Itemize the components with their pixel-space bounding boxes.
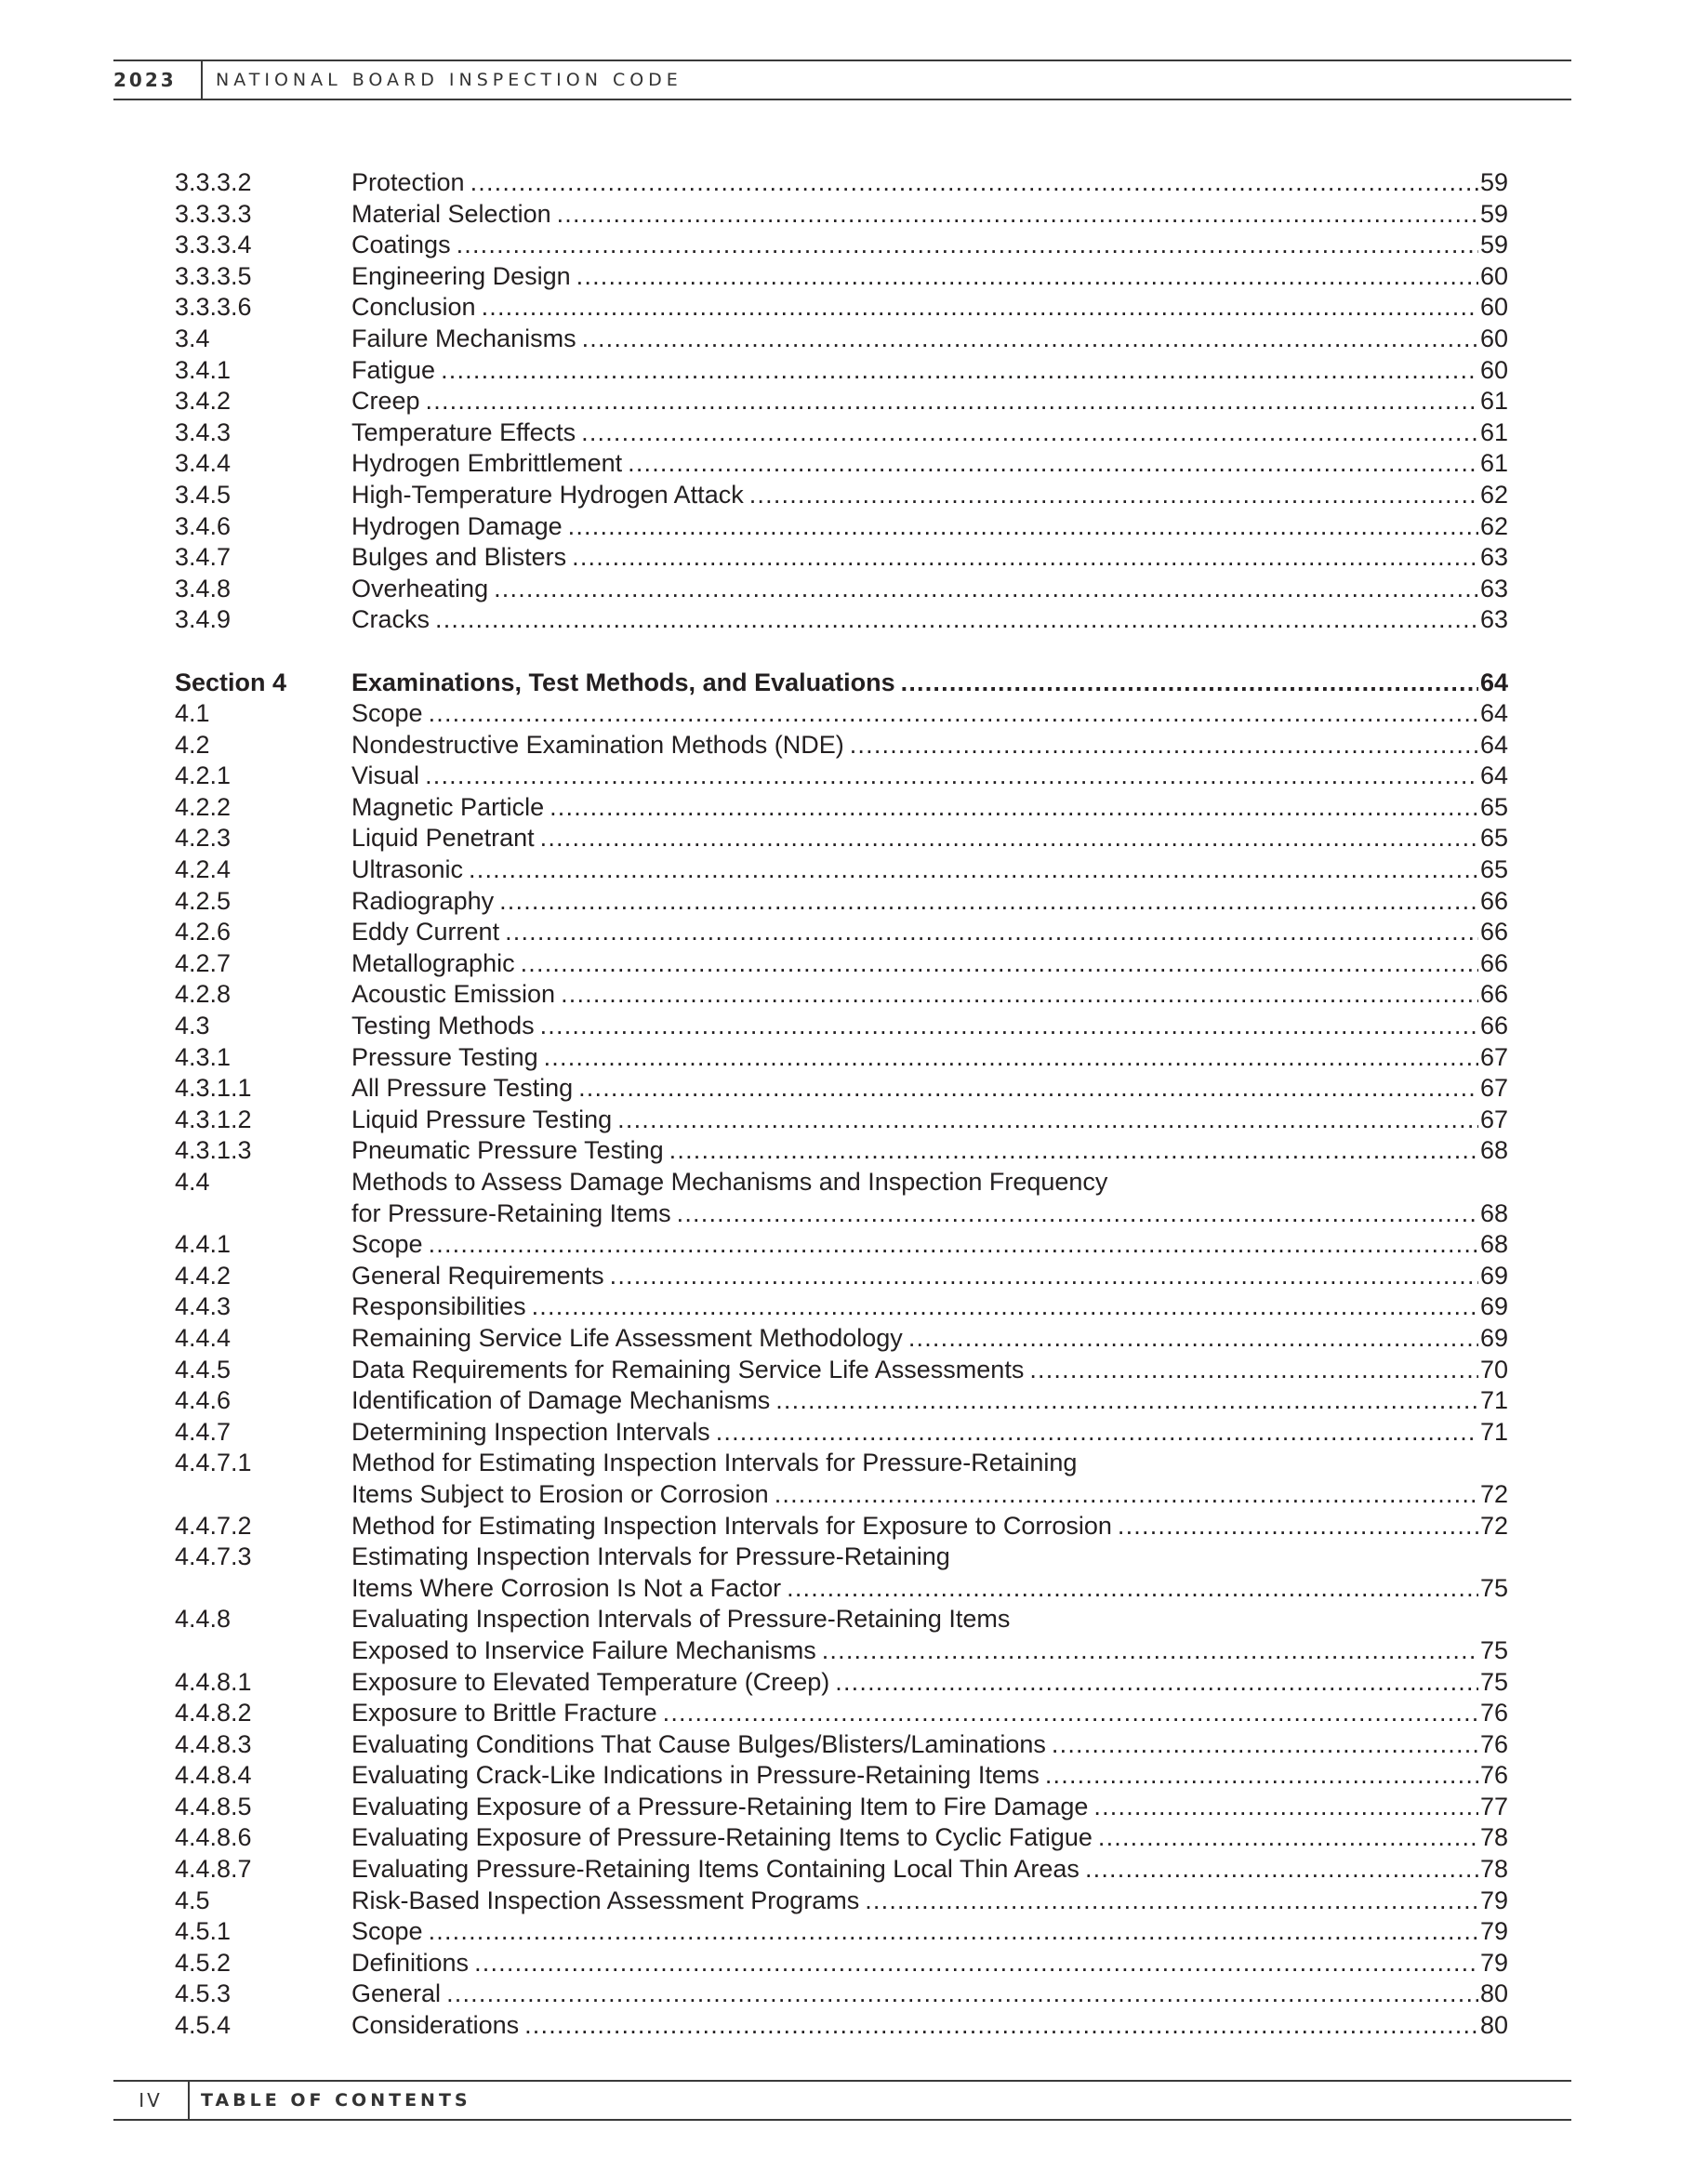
toc-entry-title: Hydrogen Embrittlement xyxy=(351,449,623,478)
toc-entry-page: 79 xyxy=(1479,1886,1508,1914)
toc-entry xyxy=(175,167,1508,199)
toc-entry xyxy=(175,1291,1508,1323)
toc-entry xyxy=(175,1448,1508,1510)
toc-entry-number: 4.4.6 xyxy=(175,1386,232,1415)
toc-entry-number: 3.3.3.5 xyxy=(175,261,252,290)
toc-entry-page: 72 xyxy=(1479,1511,1508,1540)
toc-entry xyxy=(175,1698,1508,1729)
toc-dot-leader xyxy=(576,261,1478,293)
toc-entry xyxy=(175,979,1508,1011)
toc-entry-title: Evaluating Conditions That Cause Bulges/Blisters/Laminations xyxy=(351,1729,1046,1758)
toc-entry-title: Overheating xyxy=(351,574,489,602)
toc-entry xyxy=(175,948,1508,980)
footer-title: TABLE OF CONTENTS xyxy=(201,2090,471,2111)
toc-dot-leader xyxy=(1093,1792,1478,1823)
toc-dot-leader xyxy=(610,1261,1478,1292)
toc-entry-page: 60 xyxy=(1479,324,1508,352)
toc-entry-title: Creep xyxy=(351,387,420,416)
toc-entry-page: 77 xyxy=(1479,1792,1508,1820)
toc-entry-title: Fatigue xyxy=(351,355,436,384)
toc-entry-number: 4.4.8.6 xyxy=(175,1823,252,1852)
toc-entry-number: 3.4.4 xyxy=(175,449,232,478)
toc-entry-number: 4.2.7 xyxy=(175,948,232,977)
toc-entry-title: Material Selection xyxy=(351,199,551,228)
toc-dot-leader xyxy=(557,199,1478,231)
toc-entry xyxy=(175,1760,1508,1792)
toc-entry xyxy=(175,480,1508,511)
toc-dot-leader xyxy=(429,1229,1478,1261)
toc-entry-page: 60 xyxy=(1479,355,1508,384)
toc-entry-title: Definitions xyxy=(351,1948,470,1977)
toc-entry-title: Liquid Pressure Testing xyxy=(351,1105,613,1133)
toc-entry-title: General xyxy=(351,1979,442,2008)
toc-entry-page: 61 xyxy=(1479,417,1508,446)
toc-entry-page: 75 xyxy=(1479,1573,1508,1602)
toc-dot-leader xyxy=(582,324,1478,355)
toc-dot-leader xyxy=(544,1042,1478,1074)
header-title: NATIONAL BOARD INSPECTION CODE xyxy=(216,70,682,90)
toc-entry xyxy=(175,292,1508,324)
toc-entry xyxy=(175,668,1508,699)
toc-entry-page: 76 xyxy=(1479,1761,1508,1790)
toc-entry xyxy=(175,886,1508,918)
toc-entry xyxy=(175,199,1508,231)
toc-entry-title: Visual xyxy=(351,761,420,790)
toc-entry-title: Evaluating Inspection Intervals of Pressure-Retaining Items xyxy=(351,1605,1011,1634)
toc-entry xyxy=(175,355,1508,387)
toc-entry-number: 4.5 xyxy=(175,1886,210,1914)
toc-entry-page: 72 xyxy=(1479,1479,1508,1508)
toc-entry-number: 4.2.1 xyxy=(175,761,232,790)
toc-entry-title: Hydrogen Damage xyxy=(351,511,563,540)
toc-entry-page: 67 xyxy=(1479,1105,1508,1133)
toc-dot-leader xyxy=(540,1011,1478,1042)
toc-entry-title: All Pressure Testing xyxy=(351,1074,574,1103)
toc-entry-title: Evaluating Crack-Like Indications in Pressure-Retaining Items xyxy=(351,1761,1040,1790)
toc-entry xyxy=(175,448,1508,480)
toc-entry-page: 75 xyxy=(1479,1635,1508,1664)
toc-entry xyxy=(175,1886,1508,1917)
toc-dot-leader xyxy=(499,886,1478,918)
toc-entry-number: 4.2.6 xyxy=(175,918,232,946)
toc-dot-leader xyxy=(469,854,1478,886)
toc-entry-page: 60 xyxy=(1479,293,1508,322)
toc-entry-page: 71 xyxy=(1479,1386,1508,1415)
toc-entry-number: 4.2.5 xyxy=(175,886,232,915)
toc-dot-leader xyxy=(835,1667,1478,1699)
toc-entry xyxy=(175,1729,1508,1761)
toc-entry-number: 4.5.3 xyxy=(175,1979,232,2008)
toc-entry xyxy=(175,511,1508,543)
toc-dot-leader xyxy=(425,761,1478,792)
toc-dot-leader xyxy=(505,917,1478,948)
toc-entry-page: 66 xyxy=(1479,1012,1508,1040)
toc-entry-number: 3.4.1 xyxy=(175,355,232,384)
toc-entry-page: 78 xyxy=(1479,1855,1508,1884)
toc-entry-title: Engineering Design xyxy=(351,261,571,290)
header-year: 2023 xyxy=(113,61,203,99)
toc-entry xyxy=(175,1854,1508,1886)
toc-dot-leader xyxy=(865,1886,1478,1917)
toc-entry-page: 69 xyxy=(1479,1292,1508,1321)
toc-dot-leader xyxy=(429,698,1478,730)
toc-entry-number: 4.4.8.1 xyxy=(175,1667,252,1696)
toc-dot-leader xyxy=(540,823,1478,854)
toc-dot-leader xyxy=(669,1135,1478,1167)
toc-entry-title: Pressure Testing xyxy=(351,1042,538,1071)
toc-entry xyxy=(175,542,1508,574)
toc-entry-number: 3.4.5 xyxy=(175,480,232,509)
toc-entry-number: 4.4.4 xyxy=(175,1323,232,1352)
toc-entry-page: 59 xyxy=(1479,168,1508,196)
toc-dot-leader xyxy=(426,386,1478,417)
toc-entry-title: Coatings xyxy=(351,231,451,259)
toc-entry-number: 4.1 xyxy=(175,699,210,728)
toc-entry xyxy=(175,1542,1508,1604)
toc-entry-page: 64 xyxy=(1479,699,1508,728)
toc-entry-number: 4.4.8.2 xyxy=(175,1699,252,1727)
toc-entry-page: 65 xyxy=(1479,824,1508,853)
toc-entry-number: 4.5.4 xyxy=(175,2011,232,2040)
toc-entry-number: 4.2.3 xyxy=(175,824,232,853)
toc-dot-leader xyxy=(1045,1760,1478,1792)
toc-entry-page: 64 xyxy=(1479,761,1508,790)
toc-entry xyxy=(175,2010,1508,2042)
toc-entry-page: 65 xyxy=(1479,855,1508,884)
toc-entry-title: Bulges and Blisters xyxy=(351,543,567,572)
toc-entry xyxy=(175,230,1508,261)
toc-dot-leader xyxy=(521,948,1478,980)
toc-entry xyxy=(175,1822,1508,1854)
toc-dot-leader xyxy=(663,1698,1478,1729)
toc-entry-number: 4.2 xyxy=(175,730,210,759)
toc-entry-page: 80 xyxy=(1479,2011,1508,2040)
toc-entry-number: 3.3.3.6 xyxy=(175,293,252,322)
toc-entry-page: 66 xyxy=(1479,948,1508,977)
toc-entry xyxy=(175,917,1508,948)
toc-entry-title: Nondestructive Examination Methods (NDE) xyxy=(351,730,844,759)
toc-entry xyxy=(175,1323,1508,1355)
toc-entry xyxy=(175,574,1508,605)
toc-entry-number: 4.4 xyxy=(175,1168,210,1196)
toc-entry-title: Exposed to Inservice Failure Mechanisms xyxy=(351,1635,816,1664)
toc-entry xyxy=(175,1417,1508,1449)
toc-entry xyxy=(175,823,1508,854)
toc-entry-title: Method for Estimating Inspection Intervals for Pressure-Retaining xyxy=(351,1449,1078,1477)
toc-entry xyxy=(175,1355,1508,1386)
toc-entry-page: 66 xyxy=(1479,980,1508,1009)
toc-entry-number: 4.4.7.3 xyxy=(175,1542,252,1571)
toc-dot-leader xyxy=(901,668,1478,699)
toc-entry-page: 67 xyxy=(1479,1042,1508,1071)
toc-entry-title: Determining Inspection Intervals xyxy=(351,1417,710,1446)
toc-entry-title: Ultrasonic xyxy=(351,855,464,884)
toc-entry-title: High-Temperature Hydrogen Attack xyxy=(351,480,744,509)
toc-entry xyxy=(175,1011,1508,1042)
toc-entry-number: 4.5.2 xyxy=(175,1948,232,1977)
toc-entry-title: Radiography xyxy=(351,886,495,915)
footer-page-number: IV xyxy=(113,2082,190,2119)
toc-entry-number: 4.4.8.7 xyxy=(175,1855,252,1884)
toc-entry-title: Items Subject to Erosion or Corrosion xyxy=(351,1479,769,1508)
toc-entry-number: 4.3.1 xyxy=(175,1042,232,1071)
toc-entry-title: Exposure to Elevated Temperature (Creep) xyxy=(351,1667,830,1696)
toc-dot-leader xyxy=(1052,1729,1478,1761)
toc-entry-number: 4.4.7.1 xyxy=(175,1449,252,1477)
toc-entry xyxy=(175,261,1508,293)
toc-dot-leader xyxy=(568,511,1478,543)
toc-entry-page: 78 xyxy=(1479,1823,1508,1852)
toc-entry-page: 69 xyxy=(1479,1323,1508,1352)
toc-entry-page: 62 xyxy=(1479,480,1508,509)
toc-entry-page: 68 xyxy=(1479,1198,1508,1227)
toc-dot-leader xyxy=(482,292,1478,324)
toc-entry xyxy=(175,1979,1508,2010)
toc-entry-number: 3.3.3.2 xyxy=(175,168,252,196)
toc-entry-title: Eddy Current xyxy=(351,918,500,946)
toc-entry xyxy=(175,324,1508,355)
toc-dot-leader xyxy=(775,1479,1478,1511)
toc-entry xyxy=(175,1667,1508,1699)
toc-dot-leader xyxy=(581,417,1478,449)
toc-entry-page: 71 xyxy=(1479,1417,1508,1446)
toc-entry xyxy=(175,604,1508,636)
toc-entry-number: 4.4.5 xyxy=(175,1355,232,1383)
toc-dot-leader xyxy=(850,730,1478,761)
toc-entry-title: Estimating Inspection Intervals for Pressure-Retaining xyxy=(351,1542,950,1571)
toc-entry-number: 4.4.8 xyxy=(175,1605,232,1634)
toc-entry-number: 4.3.1.2 xyxy=(175,1105,252,1133)
toc-entry-page: 62 xyxy=(1479,511,1508,540)
toc-entry-number: 4.4.7 xyxy=(175,1417,232,1446)
toc-entry-number: 4.3.1.3 xyxy=(175,1136,252,1165)
toc-entry-title: Method for Estimating Inspection Intervals for Exposure to Corrosion xyxy=(351,1511,1112,1540)
toc-entry-page: 64 xyxy=(1479,668,1508,696)
toc-entry-title: Items Where Corrosion Is Not a Factor xyxy=(351,1573,782,1602)
toc-entry-page: 66 xyxy=(1479,918,1508,946)
toc-dot-leader xyxy=(749,480,1478,511)
toc-entry-number: 3.3.3.3 xyxy=(175,199,252,228)
toc-entry-page: 64 xyxy=(1479,730,1508,759)
toc-entry-page: 59 xyxy=(1479,231,1508,259)
toc-entry-number: 4.4.8.5 xyxy=(175,1792,252,1820)
toc-dot-leader xyxy=(1029,1355,1478,1386)
toc-dot-leader xyxy=(578,1073,1478,1105)
toc-entry-page: 79 xyxy=(1479,1917,1508,1946)
toc-dot-leader xyxy=(1098,1822,1478,1854)
toc-entry xyxy=(175,1073,1508,1105)
toc-entry xyxy=(175,1135,1508,1167)
toc-entry-page: 65 xyxy=(1479,792,1508,821)
toc-dot-leader xyxy=(775,1385,1478,1417)
toc-entry-number: 4.3.1.1 xyxy=(175,1074,252,1103)
toc-entry-number: 3.4.6 xyxy=(175,511,232,540)
toc-entry-page: 79 xyxy=(1479,1948,1508,1977)
toc-entry-number: 4.3 xyxy=(175,1012,210,1040)
toc-entry-page: 66 xyxy=(1479,886,1508,915)
toc-entry-page: 63 xyxy=(1479,605,1508,634)
toc-dot-leader xyxy=(677,1198,1478,1230)
page-header xyxy=(113,60,1571,100)
toc-entry xyxy=(175,1511,1508,1542)
toc-entry xyxy=(175,854,1508,886)
toc-dot-leader xyxy=(494,574,1478,605)
toc-entry-number: Section 4 xyxy=(175,668,287,696)
toc-dot-leader xyxy=(441,355,1478,387)
toc-entry-page: 68 xyxy=(1479,1230,1508,1259)
toc-entry-title: Identification of Damage Mechanisms xyxy=(351,1386,771,1415)
toc-entry-page: 80 xyxy=(1479,1979,1508,2008)
toc-entry xyxy=(175,1167,1508,1229)
toc-entry-title: Pneumatic Pressure Testing xyxy=(351,1136,664,1165)
toc-entry-title: Temperature Effects xyxy=(351,417,576,446)
toc-entry-number: 4.2.8 xyxy=(175,980,232,1009)
toc-entry-title: Evaluating Exposure of Pressure-Retaining Items to Cyclic Fatigue xyxy=(351,1823,1093,1852)
toc-entry-title: Evaluating Exposure of a Pressure-Retaining Item to Fire Damage xyxy=(351,1792,1089,1820)
toc-entry-number: 4.4.2 xyxy=(175,1261,232,1290)
toc-entry xyxy=(175,1261,1508,1292)
toc-entry-title: Exposure to Brittle Fracture xyxy=(351,1699,657,1727)
toc-entry-title: for Pressure-Retaining Items xyxy=(351,1198,671,1227)
toc-entry xyxy=(175,761,1508,792)
toc-entry xyxy=(175,1229,1508,1261)
toc-entry-number: 3.4.8 xyxy=(175,574,232,602)
toc-entry-title: Risk-Based Inspection Assessment Programs xyxy=(351,1886,860,1914)
toc-entry-number: 3.4.2 xyxy=(175,387,232,416)
toc-entry-page: 63 xyxy=(1479,574,1508,602)
toc-entry-number: 4.4.8.4 xyxy=(175,1761,252,1790)
toc-entry-title: Liquid Penetrant xyxy=(351,824,535,853)
toc-entry-number: 3.4.7 xyxy=(175,543,232,572)
toc-entry-page: 61 xyxy=(1479,449,1508,478)
toc-entry-title: Responsibilities xyxy=(351,1292,526,1321)
toc-entry-page: 60 xyxy=(1479,261,1508,290)
toc-dot-leader xyxy=(572,542,1478,574)
toc-entry-number: 4.4.1 xyxy=(175,1230,232,1259)
toc-entry xyxy=(175,730,1508,761)
toc-entry-title: Scope xyxy=(351,699,423,728)
toc-dot-leader xyxy=(550,792,1478,824)
toc-entry-title: Considerations xyxy=(351,2011,520,2040)
toc-entry-number: 3.3.3.4 xyxy=(175,231,252,259)
toc-dot-leader xyxy=(457,230,1478,261)
toc-entry xyxy=(175,1105,1508,1136)
toc-entry-number: 4.4.8.3 xyxy=(175,1729,252,1758)
toc-entry-title: General Requirements xyxy=(351,1261,604,1290)
toc-entry-number: 3.4 xyxy=(175,324,210,352)
toc-entry xyxy=(175,1385,1508,1417)
toc-dot-leader xyxy=(446,1979,1478,2010)
toc-dot-leader xyxy=(1118,1511,1478,1542)
toc-entry-page: 68 xyxy=(1479,1136,1508,1165)
toc-entry-number: 3.4.3 xyxy=(175,417,232,446)
toc-entry-title: Metallographic xyxy=(351,948,515,977)
toc-dot-leader xyxy=(474,1948,1478,1979)
toc-entry-title: Methods to Assess Damage Mechanisms and Inspection Frequency xyxy=(351,1168,1108,1196)
toc-entry-page: 75 xyxy=(1479,1667,1508,1696)
toc-entry-title: Failure Mechanisms xyxy=(351,324,576,352)
toc-entry-number: 3.4.9 xyxy=(175,605,232,634)
toc-dot-leader xyxy=(628,448,1478,480)
toc-entry xyxy=(175,1042,1508,1074)
table-of-contents xyxy=(175,167,1508,2042)
toc-dot-leader xyxy=(470,167,1478,199)
toc-entry-title: Scope xyxy=(351,1230,423,1259)
toc-entry-number: 4.2.4 xyxy=(175,855,232,884)
toc-entry-page: 69 xyxy=(1479,1261,1508,1290)
toc-entry-title: Conclusion xyxy=(351,293,476,322)
toc-dot-leader xyxy=(1085,1854,1478,1886)
toc-dot-leader xyxy=(524,2010,1478,2042)
toc-entry-title: Scope xyxy=(351,1917,423,1946)
toc-entry-title: Examinations, Test Methods, and Evaluations xyxy=(351,668,895,696)
toc-entry xyxy=(175,1916,1508,1948)
toc-entry-title: Protection xyxy=(351,168,465,196)
toc-entry xyxy=(175,386,1508,417)
toc-dot-leader xyxy=(787,1573,1478,1605)
toc-entry xyxy=(175,792,1508,824)
toc-entry-page: 67 xyxy=(1479,1074,1508,1103)
toc-dot-leader xyxy=(561,979,1478,1011)
toc-entry-number: 4.4.7.2 xyxy=(175,1511,252,1540)
toc-entry-title: Data Requirements for Remaining Service Life Assessments xyxy=(351,1355,1025,1383)
toc-entry-title: Acoustic Emission xyxy=(351,980,556,1009)
toc-entry-page: 70 xyxy=(1479,1355,1508,1383)
toc-entry-page: 76 xyxy=(1479,1699,1508,1727)
toc-dot-leader xyxy=(716,1417,1478,1449)
toc-entry-title: Remaining Service Life Assessment Methodology xyxy=(351,1323,903,1352)
toc-dot-leader xyxy=(822,1635,1478,1667)
toc-entry-number: 4.4.3 xyxy=(175,1292,232,1321)
toc-entry-title: Testing Methods xyxy=(351,1012,535,1040)
toc-entry xyxy=(175,1792,1508,1823)
toc-entry-number: 4.2.2 xyxy=(175,792,232,821)
toc-entry-number: 4.5.1 xyxy=(175,1917,232,1946)
toc-dot-leader xyxy=(532,1291,1478,1323)
toc-dot-leader xyxy=(617,1105,1478,1136)
toc-entry xyxy=(175,1948,1508,1979)
toc-entry-title: Evaluating Pressure-Retaining Items Containing Local Thin Areas xyxy=(351,1855,1079,1884)
toc-dot-leader xyxy=(908,1323,1478,1355)
toc-entry-title: Magnetic Particle xyxy=(351,792,545,821)
toc-entry xyxy=(175,698,1508,730)
toc-entry-page: 76 xyxy=(1479,1729,1508,1758)
toc-dot-leader xyxy=(429,1916,1478,1948)
toc-entry-page: 59 xyxy=(1479,199,1508,228)
toc-entry xyxy=(175,1604,1508,1666)
toc-dot-leader xyxy=(435,604,1478,636)
toc-entry-page: 61 xyxy=(1479,387,1508,416)
page-footer xyxy=(113,2080,1571,2121)
toc-entry xyxy=(175,417,1508,449)
toc-entry-title: Cracks xyxy=(351,605,430,634)
toc-entry-page: 63 xyxy=(1479,543,1508,572)
